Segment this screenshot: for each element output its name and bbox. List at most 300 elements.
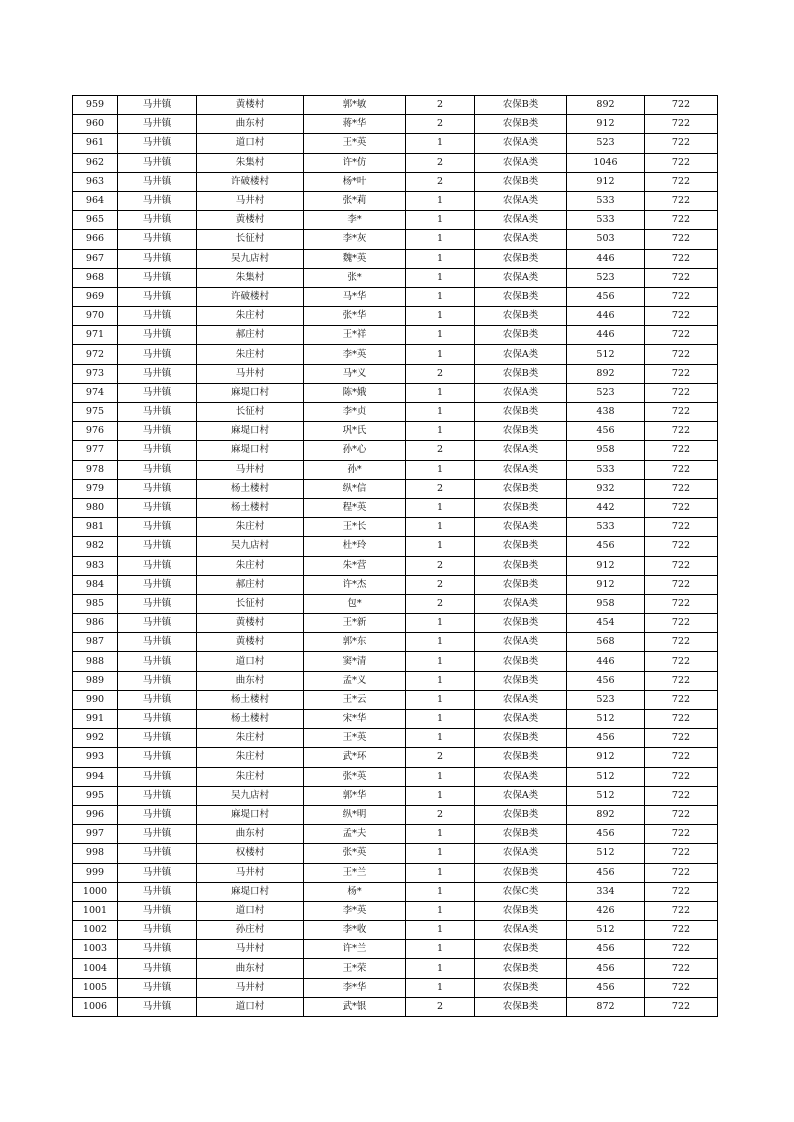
town-cell: 马井镇 — [118, 537, 197, 556]
village-cell: 长征村 — [197, 594, 304, 613]
village-cell: 孙庄村 — [197, 921, 304, 940]
village-cell: 长征村 — [197, 230, 304, 249]
row-number-cell: 959 — [73, 96, 118, 115]
row-number-cell: 978 — [73, 460, 118, 479]
count-cell: 1 — [406, 422, 475, 441]
standard-cell: 722 — [645, 326, 718, 345]
town-cell: 马井镇 — [118, 671, 197, 690]
table-row — [73, 978, 718, 997]
table-row — [73, 997, 718, 1016]
name-cell: 王*荣 — [304, 959, 406, 978]
standard-cell: 722 — [645, 652, 718, 671]
town-cell: 马井镇 — [118, 191, 197, 210]
village-cell: 马井村 — [197, 978, 304, 997]
row-number-cell: 970 — [73, 307, 118, 326]
amount-cell: 456 — [567, 978, 645, 997]
row-number-cell: 989 — [73, 671, 118, 690]
category-cell: 农保B类 — [475, 364, 567, 383]
standard-cell: 722 — [645, 863, 718, 882]
standard-cell: 722 — [645, 921, 718, 940]
category-cell: 农保A类 — [475, 268, 567, 287]
standard-cell: 722 — [645, 498, 718, 517]
amount-cell: 912 — [567, 748, 645, 767]
village-cell: 曲东村 — [197, 959, 304, 978]
town-cell: 马井镇 — [118, 959, 197, 978]
standard-cell: 722 — [645, 997, 718, 1016]
village-cell: 权楼村 — [197, 844, 304, 863]
count-cell: 1 — [406, 690, 475, 709]
town-cell: 马井镇 — [118, 710, 197, 729]
row-number-cell: 981 — [73, 518, 118, 537]
table-row — [73, 671, 718, 690]
amount-cell: 912 — [567, 556, 645, 575]
town-cell: 马井镇 — [118, 901, 197, 920]
town-cell: 马井镇 — [118, 729, 197, 748]
name-cell: 郭*东 — [304, 633, 406, 652]
count-cell: 1 — [406, 268, 475, 287]
amount-cell: 512 — [567, 767, 645, 786]
amount-cell: 958 — [567, 594, 645, 613]
row-number-cell: 987 — [73, 633, 118, 652]
village-cell: 道口村 — [197, 134, 304, 153]
row-number-cell: 985 — [73, 594, 118, 613]
village-cell: 马井村 — [197, 940, 304, 959]
name-cell: 许*仿 — [304, 153, 406, 172]
category-cell: 农保B类 — [475, 863, 567, 882]
category-cell: 农保B类 — [475, 997, 567, 1016]
village-cell: 道口村 — [197, 997, 304, 1016]
category-cell: 农保A类 — [475, 211, 567, 230]
table-row — [73, 825, 718, 844]
village-cell: 吴九店村 — [197, 537, 304, 556]
name-cell: 张*英 — [304, 844, 406, 863]
name-cell: 包* — [304, 594, 406, 613]
standard-cell: 722 — [645, 211, 718, 230]
village-cell: 杨土楼村 — [197, 498, 304, 517]
table-row — [73, 959, 718, 978]
amount-cell: 446 — [567, 326, 645, 345]
town-cell: 马井镇 — [118, 172, 197, 191]
row-number-cell: 965 — [73, 211, 118, 230]
table-row — [73, 767, 718, 786]
village-cell: 黄楼村 — [197, 633, 304, 652]
town-cell: 马井镇 — [118, 479, 197, 498]
row-number-cell: 977 — [73, 441, 118, 460]
table-body — [73, 96, 718, 1017]
count-cell: 2 — [406, 115, 475, 134]
amount-cell: 512 — [567, 710, 645, 729]
amount-cell: 912 — [567, 115, 645, 134]
name-cell: 李*英 — [304, 901, 406, 920]
count-cell: 2 — [406, 594, 475, 613]
village-cell: 黄楼村 — [197, 96, 304, 115]
count-cell: 1 — [406, 345, 475, 364]
count-cell: 1 — [406, 287, 475, 306]
village-cell: 朱庄村 — [197, 345, 304, 364]
standard-cell: 722 — [645, 268, 718, 287]
count-cell: 1 — [406, 383, 475, 402]
row-number-cell: 973 — [73, 364, 118, 383]
village-cell: 曲东村 — [197, 115, 304, 134]
table-row — [73, 134, 718, 153]
village-cell: 曲东村 — [197, 825, 304, 844]
name-cell: 杨* — [304, 882, 406, 901]
table-row — [73, 710, 718, 729]
amount-cell: 456 — [567, 863, 645, 882]
standard-cell: 722 — [645, 671, 718, 690]
category-cell: 农保A类 — [475, 345, 567, 364]
village-cell: 朱庄村 — [197, 748, 304, 767]
amount-cell: 512 — [567, 921, 645, 940]
row-number-cell: 984 — [73, 575, 118, 594]
name-cell: 程*英 — [304, 498, 406, 517]
category-cell: 农保B类 — [475, 614, 567, 633]
town-cell: 马井镇 — [118, 863, 197, 882]
name-cell: 王*新 — [304, 614, 406, 633]
category-cell: 农保B类 — [475, 652, 567, 671]
count-cell: 2 — [406, 997, 475, 1016]
count-cell: 1 — [406, 710, 475, 729]
data-table — [72, 95, 718, 1017]
standard-cell: 722 — [645, 825, 718, 844]
name-cell: 马*义 — [304, 364, 406, 383]
count-cell: 1 — [406, 249, 475, 268]
name-cell: 魏*英 — [304, 249, 406, 268]
amount-cell: 456 — [567, 729, 645, 748]
amount-cell: 456 — [567, 287, 645, 306]
count-cell: 1 — [406, 882, 475, 901]
village-cell: 黄楼村 — [197, 614, 304, 633]
category-cell: 农保A类 — [475, 153, 567, 172]
row-number-cell: 997 — [73, 825, 118, 844]
standard-cell: 722 — [645, 479, 718, 498]
count-cell: 1 — [406, 844, 475, 863]
village-cell: 麻堤口村 — [197, 805, 304, 824]
village-cell: 朱集村 — [197, 153, 304, 172]
standard-cell: 722 — [645, 614, 718, 633]
standard-cell: 722 — [645, 710, 718, 729]
standard-cell: 722 — [645, 575, 718, 594]
name-cell: 巩*氏 — [304, 422, 406, 441]
row-number-cell: 992 — [73, 729, 118, 748]
amount-cell: 442 — [567, 498, 645, 517]
town-cell: 马井镇 — [118, 96, 197, 115]
village-cell: 道口村 — [197, 652, 304, 671]
village-cell: 麻堤口村 — [197, 383, 304, 402]
count-cell: 2 — [406, 479, 475, 498]
count-cell: 1 — [406, 403, 475, 422]
count-cell: 1 — [406, 307, 475, 326]
category-cell: 农保A类 — [475, 594, 567, 613]
category-cell: 农保B类 — [475, 729, 567, 748]
town-cell: 马井镇 — [118, 460, 197, 479]
standard-cell: 722 — [645, 96, 718, 115]
town-cell: 马井镇 — [118, 614, 197, 633]
standard-cell: 722 — [645, 364, 718, 383]
town-cell: 马井镇 — [118, 249, 197, 268]
standard-cell: 722 — [645, 901, 718, 920]
table-row — [73, 230, 718, 249]
amount-cell: 456 — [567, 940, 645, 959]
table-row — [73, 249, 718, 268]
category-cell: 农保B类 — [475, 748, 567, 767]
standard-cell: 722 — [645, 422, 718, 441]
amount-cell: 523 — [567, 690, 645, 709]
count-cell: 1 — [406, 825, 475, 844]
count-cell: 1 — [406, 191, 475, 210]
category-cell: 农保B类 — [475, 556, 567, 575]
category-cell: 农保A类 — [475, 191, 567, 210]
standard-cell: 722 — [645, 767, 718, 786]
row-number-cell: 1000 — [73, 882, 118, 901]
table-row — [73, 537, 718, 556]
row-number-cell: 996 — [73, 805, 118, 824]
category-cell: 农保A类 — [475, 767, 567, 786]
town-cell: 马井镇 — [118, 153, 197, 172]
category-cell: 农保B类 — [475, 959, 567, 978]
town-cell: 马井镇 — [118, 556, 197, 575]
town-cell: 马井镇 — [118, 921, 197, 940]
name-cell: 陈*娥 — [304, 383, 406, 402]
table-row — [73, 729, 718, 748]
table-row — [73, 441, 718, 460]
standard-cell: 722 — [645, 441, 718, 460]
amount-cell: 454 — [567, 614, 645, 633]
town-cell: 马井镇 — [118, 786, 197, 805]
standard-cell: 722 — [645, 518, 718, 537]
count-cell: 1 — [406, 614, 475, 633]
row-number-cell: 980 — [73, 498, 118, 517]
village-cell: 杨土楼村 — [197, 479, 304, 498]
table-row — [73, 556, 718, 575]
standard-cell: 722 — [645, 748, 718, 767]
table-row — [73, 96, 718, 115]
count-cell: 1 — [406, 498, 475, 517]
table-row — [73, 518, 718, 537]
name-cell: 王*兰 — [304, 863, 406, 882]
table-row — [73, 863, 718, 882]
count-cell: 2 — [406, 364, 475, 383]
table-row — [73, 364, 718, 383]
table-row — [73, 422, 718, 441]
count-cell: 2 — [406, 748, 475, 767]
village-cell: 曲东村 — [197, 671, 304, 690]
table-row — [73, 268, 718, 287]
village-cell: 朱庄村 — [197, 518, 304, 537]
standard-cell: 722 — [645, 345, 718, 364]
village-cell: 吴九店村 — [197, 786, 304, 805]
row-number-cell: 974 — [73, 383, 118, 402]
category-cell: 农保B类 — [475, 422, 567, 441]
standard-cell: 722 — [645, 249, 718, 268]
amount-cell: 446 — [567, 652, 645, 671]
category-cell: 农保A类 — [475, 441, 567, 460]
category-cell: 农保C类 — [475, 882, 567, 901]
category-cell: 农保B类 — [475, 96, 567, 115]
count-cell: 1 — [406, 134, 475, 153]
category-cell: 农保A类 — [475, 710, 567, 729]
standard-cell: 722 — [645, 940, 718, 959]
amount-cell: 438 — [567, 403, 645, 422]
row-number-cell: 990 — [73, 690, 118, 709]
village-cell: 马井村 — [197, 460, 304, 479]
amount-cell: 533 — [567, 518, 645, 537]
town-cell: 马井镇 — [118, 767, 197, 786]
name-cell: 宋*华 — [304, 710, 406, 729]
standard-cell: 722 — [645, 230, 718, 249]
village-cell: 杨土楼村 — [197, 710, 304, 729]
table-row — [73, 172, 718, 191]
town-cell: 马井镇 — [118, 748, 197, 767]
standard-cell: 722 — [645, 134, 718, 153]
village-cell: 杨土楼村 — [197, 690, 304, 709]
row-number-cell: 976 — [73, 422, 118, 441]
name-cell: 纵*信 — [304, 479, 406, 498]
category-cell: 农保A类 — [475, 690, 567, 709]
amount-cell: 523 — [567, 134, 645, 153]
row-number-cell: 1003 — [73, 940, 118, 959]
name-cell: 孙*心 — [304, 441, 406, 460]
row-number-cell: 991 — [73, 710, 118, 729]
village-cell: 马井村 — [197, 364, 304, 383]
town-cell: 马井镇 — [118, 403, 197, 422]
town-cell: 马井镇 — [118, 825, 197, 844]
category-cell: 农保A类 — [475, 134, 567, 153]
amount-cell: 426 — [567, 901, 645, 920]
count-cell: 1 — [406, 863, 475, 882]
count-cell: 1 — [406, 767, 475, 786]
town-cell: 马井镇 — [118, 978, 197, 997]
amount-cell: 912 — [567, 172, 645, 191]
category-cell: 农保B类 — [475, 901, 567, 920]
standard-cell: 722 — [645, 729, 718, 748]
row-number-cell: 966 — [73, 230, 118, 249]
amount-cell: 892 — [567, 805, 645, 824]
table-row — [73, 403, 718, 422]
count-cell: 1 — [406, 959, 475, 978]
village-cell: 朱庄村 — [197, 556, 304, 575]
count-cell: 1 — [406, 671, 475, 690]
village-cell: 朱庄村 — [197, 307, 304, 326]
count-cell: 1 — [406, 633, 475, 652]
row-number-cell: 995 — [73, 786, 118, 805]
amount-cell: 512 — [567, 844, 645, 863]
category-cell: 农保B类 — [475, 172, 567, 191]
town-cell: 马井镇 — [118, 518, 197, 537]
amount-cell: 334 — [567, 882, 645, 901]
count-cell: 1 — [406, 230, 475, 249]
row-number-cell: 968 — [73, 268, 118, 287]
town-cell: 马井镇 — [118, 422, 197, 441]
standard-cell: 722 — [645, 172, 718, 191]
category-cell: 农保B类 — [475, 825, 567, 844]
table-row — [73, 307, 718, 326]
row-number-cell: 963 — [73, 172, 118, 191]
count-cell: 1 — [406, 652, 475, 671]
table-row — [73, 844, 718, 863]
village-cell: 朱庄村 — [197, 767, 304, 786]
town-cell: 马井镇 — [118, 134, 197, 153]
table-row — [73, 287, 718, 306]
town-cell: 马井镇 — [118, 652, 197, 671]
table-row — [73, 153, 718, 172]
table-row — [73, 345, 718, 364]
standard-cell: 722 — [645, 460, 718, 479]
town-cell: 马井镇 — [118, 805, 197, 824]
name-cell: 李* — [304, 211, 406, 230]
category-cell: 农保B类 — [475, 326, 567, 345]
village-cell: 许破楼村 — [197, 172, 304, 191]
standard-cell: 722 — [645, 959, 718, 978]
village-cell: 黄楼村 — [197, 211, 304, 230]
name-cell: 王*长 — [304, 518, 406, 537]
amount-cell: 1046 — [567, 153, 645, 172]
standard-cell: 722 — [645, 153, 718, 172]
village-cell: 道口村 — [197, 901, 304, 920]
name-cell: 张*莉 — [304, 191, 406, 210]
count-cell: 2 — [406, 172, 475, 191]
village-cell: 郝庄村 — [197, 326, 304, 345]
amount-cell: 892 — [567, 364, 645, 383]
village-cell: 郝庄村 — [197, 575, 304, 594]
name-cell: 郭*华 — [304, 786, 406, 805]
town-cell: 马井镇 — [118, 633, 197, 652]
name-cell: 李*华 — [304, 978, 406, 997]
town-cell: 马井镇 — [118, 844, 197, 863]
amount-cell: 932 — [567, 479, 645, 498]
table-row — [73, 748, 718, 767]
count-cell: 2 — [406, 556, 475, 575]
row-number-cell: 975 — [73, 403, 118, 422]
table-row — [73, 940, 718, 959]
name-cell: 纵*明 — [304, 805, 406, 824]
count-cell: 1 — [406, 978, 475, 997]
town-cell: 马井镇 — [118, 287, 197, 306]
town-cell: 马井镇 — [118, 115, 197, 134]
name-cell: 窦*清 — [304, 652, 406, 671]
village-cell: 朱庄村 — [197, 729, 304, 748]
category-cell: 农保B类 — [475, 479, 567, 498]
count-cell: 2 — [406, 153, 475, 172]
row-number-cell: 962 — [73, 153, 118, 172]
count-cell: 1 — [406, 326, 475, 345]
name-cell: 孟*义 — [304, 671, 406, 690]
town-cell: 马井镇 — [118, 575, 197, 594]
village-cell: 麻堤口村 — [197, 882, 304, 901]
amount-cell: 456 — [567, 825, 645, 844]
count-cell: 1 — [406, 211, 475, 230]
name-cell: 武*银 — [304, 997, 406, 1016]
town-cell: 马井镇 — [118, 383, 197, 402]
name-cell: 王*祥 — [304, 326, 406, 345]
row-number-cell: 979 — [73, 479, 118, 498]
name-cell: 张* — [304, 268, 406, 287]
standard-cell: 722 — [645, 978, 718, 997]
table-row — [73, 652, 718, 671]
amount-cell: 533 — [567, 191, 645, 210]
standard-cell: 722 — [645, 191, 718, 210]
name-cell: 李*英 — [304, 345, 406, 364]
name-cell: 朱*营 — [304, 556, 406, 575]
name-cell: 王*英 — [304, 134, 406, 153]
row-number-cell: 960 — [73, 115, 118, 134]
standard-cell: 722 — [645, 307, 718, 326]
name-cell: 蒋*华 — [304, 115, 406, 134]
amount-cell: 512 — [567, 786, 645, 805]
category-cell: 农保B类 — [475, 403, 567, 422]
amount-cell: 872 — [567, 997, 645, 1016]
amount-cell: 456 — [567, 959, 645, 978]
